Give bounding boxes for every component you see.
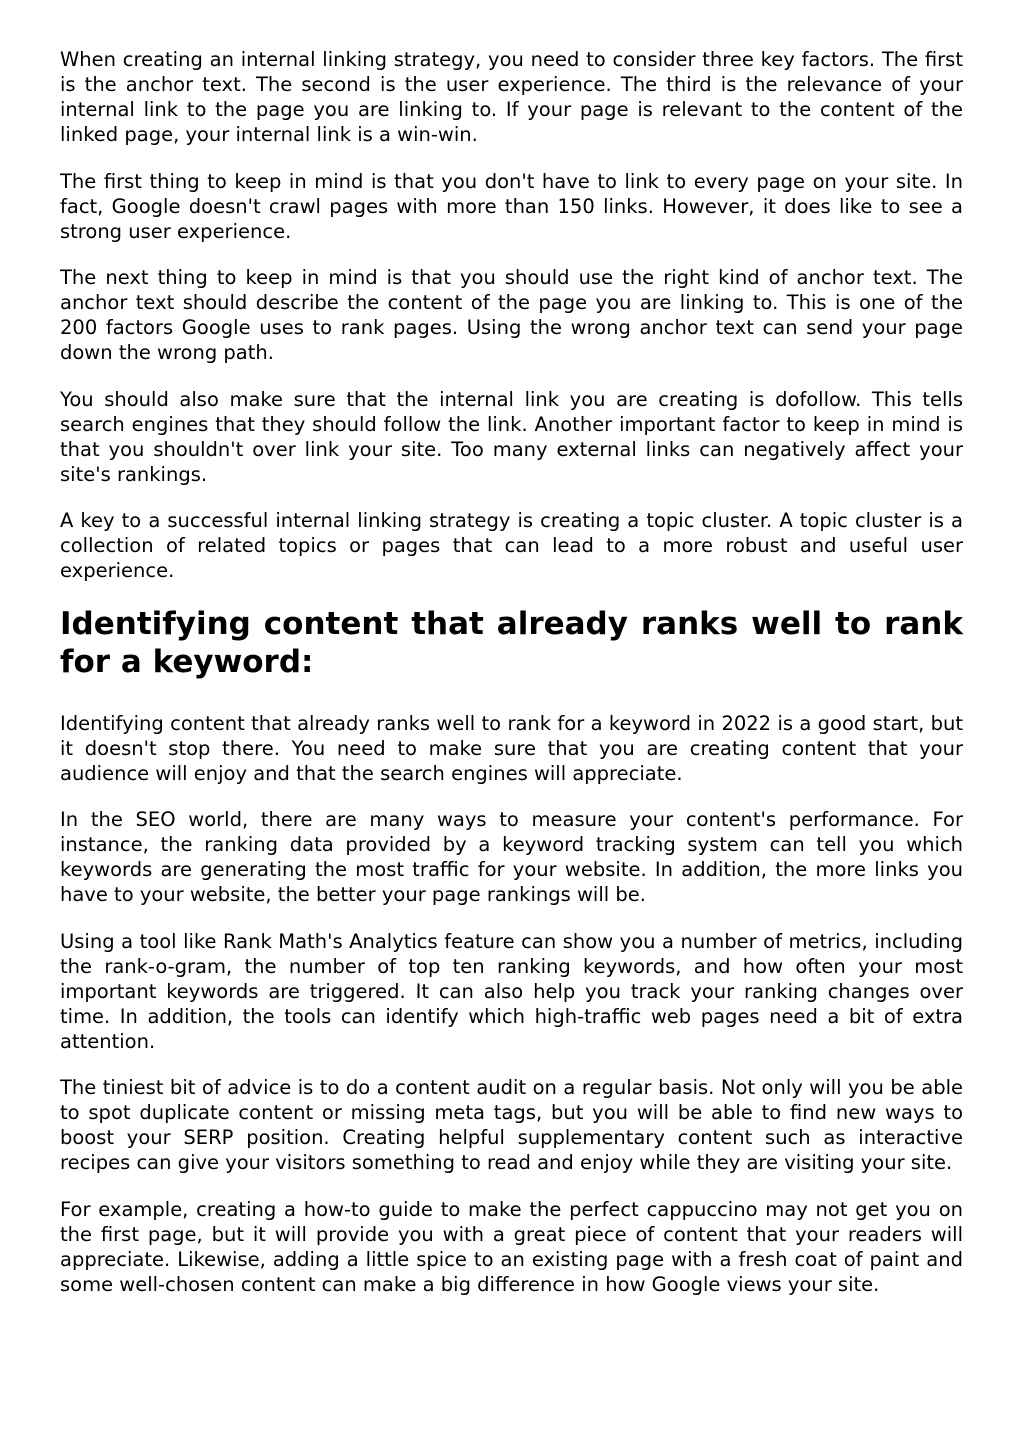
paragraph: For example, creating a how-to guide to make the perfect cappuccino may not get you on the first page, but it will provide you with a great piece of content that your readers will appreciate. Likewise, adding a little spice to an existing page with a fresh coat of paint and some well-chosen content can make a big difference in how Google views your site. — [60, 1197, 963, 1296]
paragraph: The next thing to keep in mind is that you should use the right kind of anchor text. The anchor text should describe the content of the page you are linking to. This is one of the 200 factors Google uses to rank pages. Using the wrong anchor text can send your page down the wrong path. — [60, 266, 963, 364]
paragraph: The tiniest bit of advice is to do a content audit on a regular basis. Not only will you be able to spot duplicate content or missing meta tags, but you will be able to find new ways to boost your SERP position. Creating helpful supplementary content such as interactive recipes can give your visitors something to read and enjoy while they are visiting your site. — [60, 1076, 963, 1174]
paragraph: In the SEO world, there are many ways to measure your content's performance. For instance, the ranking data provided by a keyword tracking system can tell you which keywords are generating the most traffic for your website. In addition, the more links you have to your website, the better your page rankings will be. — [60, 808, 963, 906]
paragraph: When creating an internal linking strategy, you need to consider three key factors. The first is the anchor text. The second is the user experience. The third is the relevance of your internal link to the page you are linking to. If your page is relevant to the content of the linked page, your internal link is a win-win. — [60, 48, 963, 146]
paragraph: The first thing to keep in mind is that you don't have to link to every page on your site. In fact, Google doesn't crawl pages with more than 150 links. However, it does like to see a strong user experience. — [60, 169, 963, 243]
paragraph: Using a tool like Rank Math's Analytics feature can show you a number of metrics, including the rank-o-gram, the number of top ten ranking keywords, and how often your most important keywords are triggered. It can also help you track your ranking changes over time. In addition, the tools can identify which high-traffic web pages need a bit of extra attention. — [60, 929, 963, 1053]
article-body — [60, 47, 963, 1318]
paragraph: Identifying content that already ranks well to rank for a keyword in 2022 is a good start, but it doesn't stop there. You need to make sure that you are creating content that your audience will enjoy and that the search engines will appreciate. — [60, 711, 963, 785]
paragraph: You should also make sure that the internal link you are creating is dofollow. This tells search engines that they should follow the link. Another important factor to keep in mind is that you shouldn't over link your site. Too many external links can negatively affect your site's rankings. — [60, 387, 963, 486]
section-heading: Identifying content that already ranks well to rank for a keyword: — [60, 605, 963, 680]
paragraph: A key to a successful internal linking strategy is creating a topic cluster. A topic cluster is a collection of related topics or pages that can lead to a more robust and useful user experience. — [60, 509, 963, 582]
